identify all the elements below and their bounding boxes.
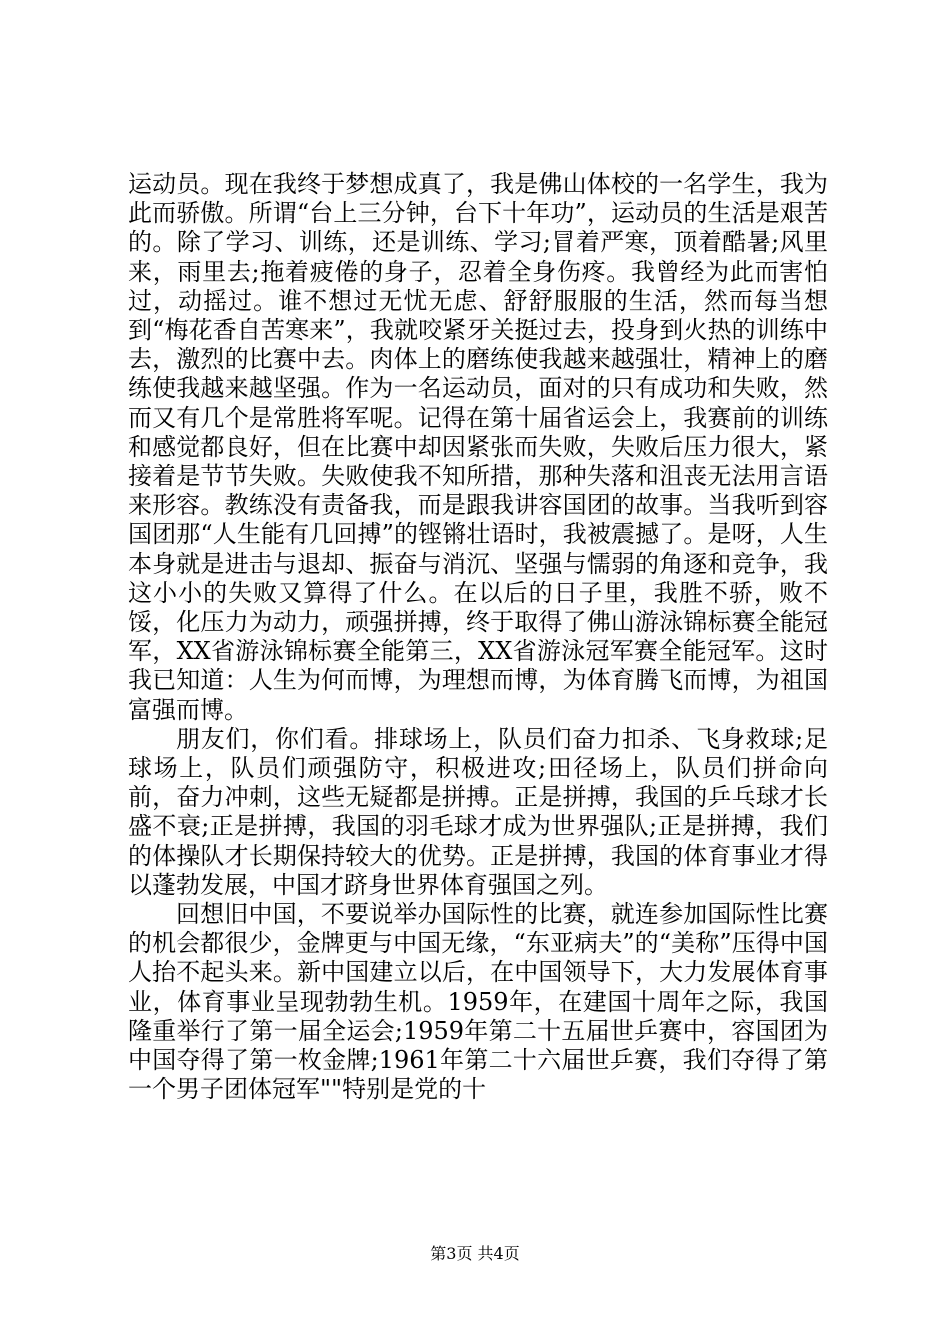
paragraph-3: 回想旧中国，不要说举办国际性的比赛，就连参加国际性比赛的机会都很少，金牌更与中国无缘，“东亚病夫”的“美称”压得中国人抬不起头来。新中国建立以后，在中国领导下，大力发展体育事业，体育事业呈现勃勃生机。1959年，在建国十周年之际，我国隆重举行了第一届全运会;1959年第二十五届世乒赛中，容国团为中国夺得了第一枚金牌;1961年第二十六届世乒赛，我们夺得了第一个男子团体冠军""特别是党的十 [128,900,828,1104]
paragraph-1: 运动员。现在我终于梦想成真了，我是佛山体校的一名学生，我为此而骄傲。所谓“台上三分钟，台下十年功”，运动员的生活是艰苦的。除了学习、训练，还是训练、学习;冒着严寒，顶着酷暑;风里来，雨里去;拖着疲倦的身子，忍着全身伤疼。我曾经为此而害怕过，动摇过。谁不想过无忧无虑、舒舒服服的生活，然而每当想到“梅花香自苦寒来”，我就咬紧牙关挺过去，投身到火热的训练中去，激烈的比赛中去。肉体上的磨练使我越来越强壮，精神上的磨练使我越来越坚强。作为一名运动员，面对的只有成功和失败，然而又有几个是常胜将军呢。记得在第十届省运会上，我赛前的训练和感觉都良好，但在比赛中却因紧张而失败，失败后压力很大，紧接着是节节失败。失败使我不知所措，那种失落和沮丧无法用言语来形容。教练没有责备我，而是跟我讲容国团的故事。当我听到容国团那“人生能有几回搏”的铿锵壮语时，我被震撼了。是呀，人生本身就是进击与退却、振奋与消沉、坚强与懦弱的角逐和竞争，我这小小的失败又算得了什么。在以后的日子里，我胜不骄，败不馁，化压力为动力，顽强拼搏，终于取得了佛山游泳锦标赛全能冠军，XX省游泳锦标赛全能第三，XX省游泳冠军赛全能冠军。这时我已知道：人生为何而博，为理想而博，为体育腾飞而博，为祖国富强而博。 [128,170,828,724]
document-body [128,170,828,1105]
paragraph-2: 朋友们，你们看。排球场上，队员们奋力扣杀、飞身救球;足球场上，队员们顽强防守，积极进攻;田径场上，队员们拼命向前，奋力冲刺，这些无疑都是拼搏。正是拼搏，我国的乒乓球才长盛不衰;正是拼搏，我国的羽毛球才成为世界强队;正是拼搏，我们的体操队才长期保持较大的优势。正是拼搏，我国的体育事业才得以蓬勃发展，中国才跻身世界体育强国之列。 [128,724,828,899]
page-footer: 第3页 共4页 [430,1244,520,1263]
